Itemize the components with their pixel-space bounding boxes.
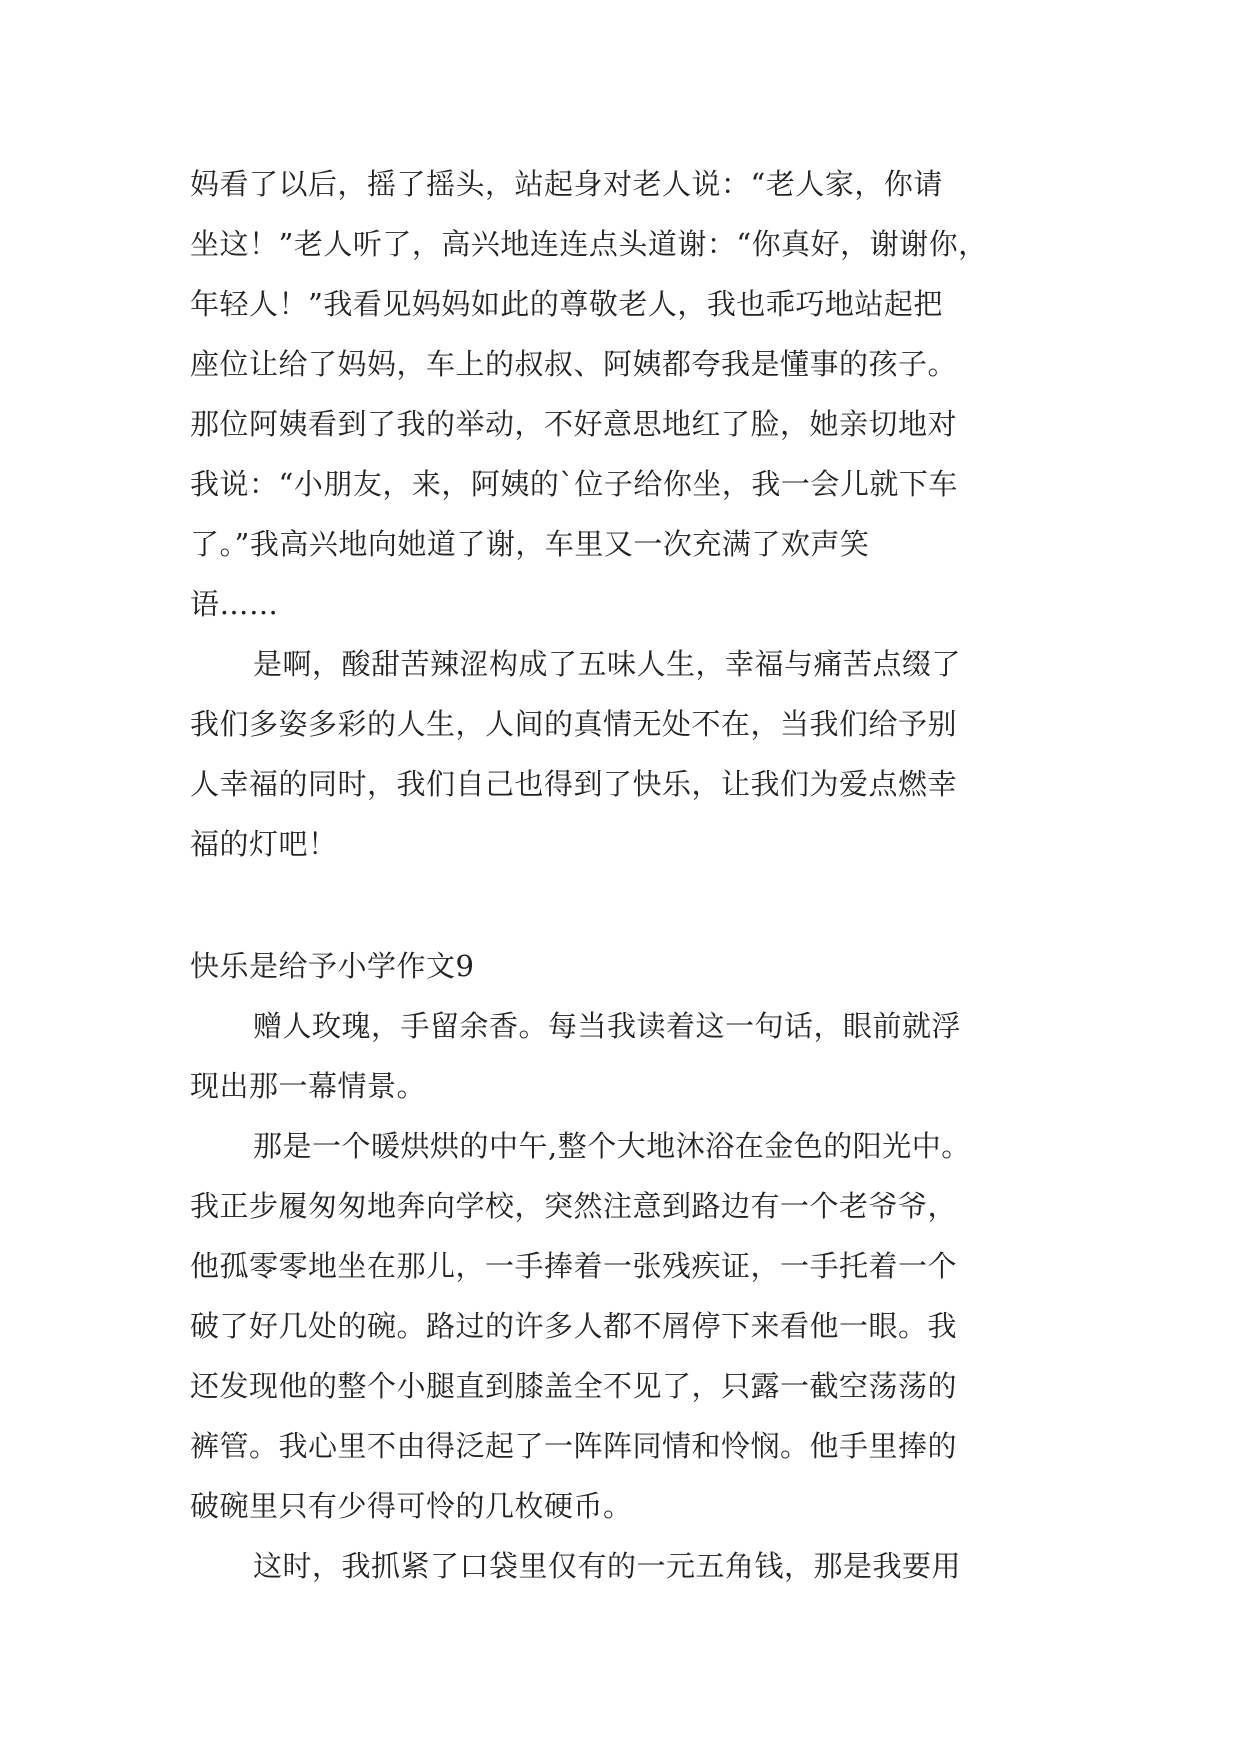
text-line: 破碗里只有少得可怜的几枚硬币。 <box>190 1489 633 1523</box>
text-line: 破了好几处的碗。路过的许多人都不屑停下来看他一眼。我 <box>190 1309 958 1343</box>
text-line: 裤管。我心里不由得泛起了一阵阵同情和怜悯。他手里捧的 <box>190 1429 958 1463</box>
text-line: 坐这！”老人听了，高兴地连连点头道谢：“你真好，谢谢你， <box>190 227 988 261</box>
text-line: 那是一个暖烘烘的中午,整个大地沐浴在金色的阳光中。 <box>253 1129 971 1163</box>
text-line: 我说：“小朋友，来，阿姨的`位子给你坐，我一会儿就下车 <box>190 467 958 501</box>
text-line: 是啊，酸甜苦辣涩构成了五味人生，幸福与痛苦点缀了 <box>253 647 962 681</box>
text-line: 妈看了以后，摇了摇头，站起身对老人说：“老人家，你请 <box>190 167 943 201</box>
text-line: 我们多姿多彩的人生，人间的真情无处不在，当我们给予别 <box>190 707 958 741</box>
text-line: 年轻人！”我看见妈妈如此的尊敬老人，我也乖巧地站起把 <box>190 287 943 321</box>
text-line: 了。”我高兴地向她道了谢，车里又一次充满了欢声笑 <box>190 527 870 561</box>
text-line: 座位让给了妈妈，车上的叔叔、阿姨都夸我是懂事的孩子。 <box>190 347 958 381</box>
text-line: 赠人玫瑰，手留余香。每当我读着这一句话，眼前就浮 <box>253 1009 962 1043</box>
text-line: 现出那一幕情景。 <box>190 1069 427 1103</box>
text-line: 还发现他的整个小腿直到膝盖全不见了，只露一截空荡荡的 <box>190 1369 958 1403</box>
text-line: 我正步履匆匆地奔向学校，突然注意到路边有一个老爷爷， <box>190 1189 958 1223</box>
text-line: 他孤零零地坐在那儿，一手捧着一张残疾证，一手托着一个 <box>190 1249 958 1283</box>
text-line: 这时，我抓紧了口袋里仅有的一元五角钱，那是我要用 <box>253 1549 962 1583</box>
text-line: 福的灯吧！ <box>190 827 338 861</box>
text-line: 人幸福的同时，我们自己也得到了快乐，让我们为爱点燃幸 <box>190 767 958 801</box>
section-heading: 快乐是给予小学作文9 <box>190 949 475 983</box>
text-line: 语…… <box>190 587 279 621</box>
text-line: 那位阿姨看到了我的举动，不好意思地红了脸，她亲切地对 <box>190 407 958 441</box>
